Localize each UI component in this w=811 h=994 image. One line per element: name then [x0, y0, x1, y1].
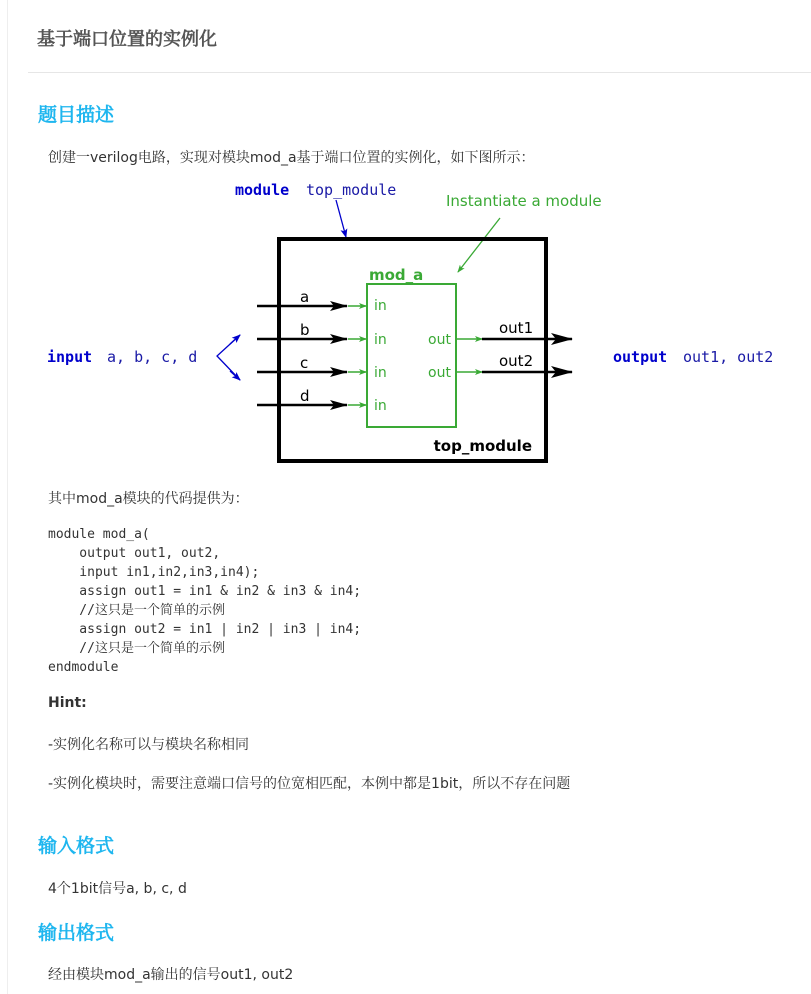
page-title: 基于端口位置的实例化: [37, 29, 217, 50]
code-line: module mod_a(: [48, 527, 150, 542]
title-divider: [28, 72, 811, 73]
module-diagram: [0, 175, 811, 475]
mod-a-label: mod_a: [369, 266, 424, 284]
input-format-text: 4个1bit信号a, b, c, d: [48, 881, 187, 897]
top-module-pointer: [336, 200, 346, 237]
port-out-2: out: [428, 365, 451, 381]
top-module-box-label: top_module: [433, 437, 532, 455]
hint-2: -实例化模块时，需要注意端口信号的位宽相匹配，本例中都是1bit，所以不存在问题: [48, 776, 571, 792]
code-block: [48, 525, 361, 677]
code-line: output out1, out2,: [48, 546, 221, 561]
input-fork-up-arrow: [230, 335, 240, 344]
wire-label-out2: out2: [499, 352, 534, 370]
top-module-name: top_module: [306, 181, 397, 199]
wire-label-d: d: [300, 387, 310, 405]
left-border: [7, 0, 8, 994]
code-line: assign out2 = in1 | in2 | in3 | in4;: [48, 622, 362, 637]
wire-label-c: c: [300, 354, 309, 372]
code-line: //这只是一个简单的示例: [48, 603, 225, 618]
port-out-1: out: [428, 332, 451, 348]
output-names: out1, out2: [683, 348, 774, 366]
code-intro: 其中mod_a模块的代码提供为：: [48, 491, 249, 507]
port-in-4: in: [374, 398, 387, 414]
wire-label-a: a: [300, 288, 310, 306]
wire-label-b: b: [300, 321, 310, 339]
port-in-3: in: [374, 365, 387, 381]
code-line: //这只是一个简单的示例: [48, 641, 225, 656]
port-in-1: in: [374, 298, 387, 314]
hint-label: Hint:: [48, 695, 87, 711]
description-text: 创建一verilog电路，实现对模块mod_a基于端口位置的实例化，如下图所示：: [48, 150, 535, 166]
description-heading: 题目描述: [38, 104, 115, 126]
output-keyword: output: [613, 348, 668, 366]
input-fork: [217, 335, 240, 380]
instantiate-note: Instantiate a module: [446, 192, 602, 210]
code-line: assign out1 = in1 & in2 & in3 & in4;: [48, 584, 362, 599]
output-format-text: 经由模块mod_a输出的信号out1, out2: [48, 967, 294, 983]
port-in-2: in: [374, 332, 387, 348]
hint-1: -实例化名称可以与模块名称相同: [48, 737, 250, 753]
code-line: input in1,in2,in3,in4);: [48, 565, 260, 580]
input-fork-down-arrow: [230, 371, 240, 380]
input-names: a, b, c, d: [107, 348, 198, 366]
wire-label-out1: out1: [499, 319, 534, 337]
instantiate-pointer: [458, 218, 500, 272]
top-module-keyword: module: [235, 181, 290, 199]
code-line: endmodule: [48, 660, 119, 675]
input-keyword: input: [47, 348, 93, 366]
output-format-heading: 输出格式: [38, 922, 115, 944]
input-format-heading: 输入格式: [38, 835, 115, 857]
